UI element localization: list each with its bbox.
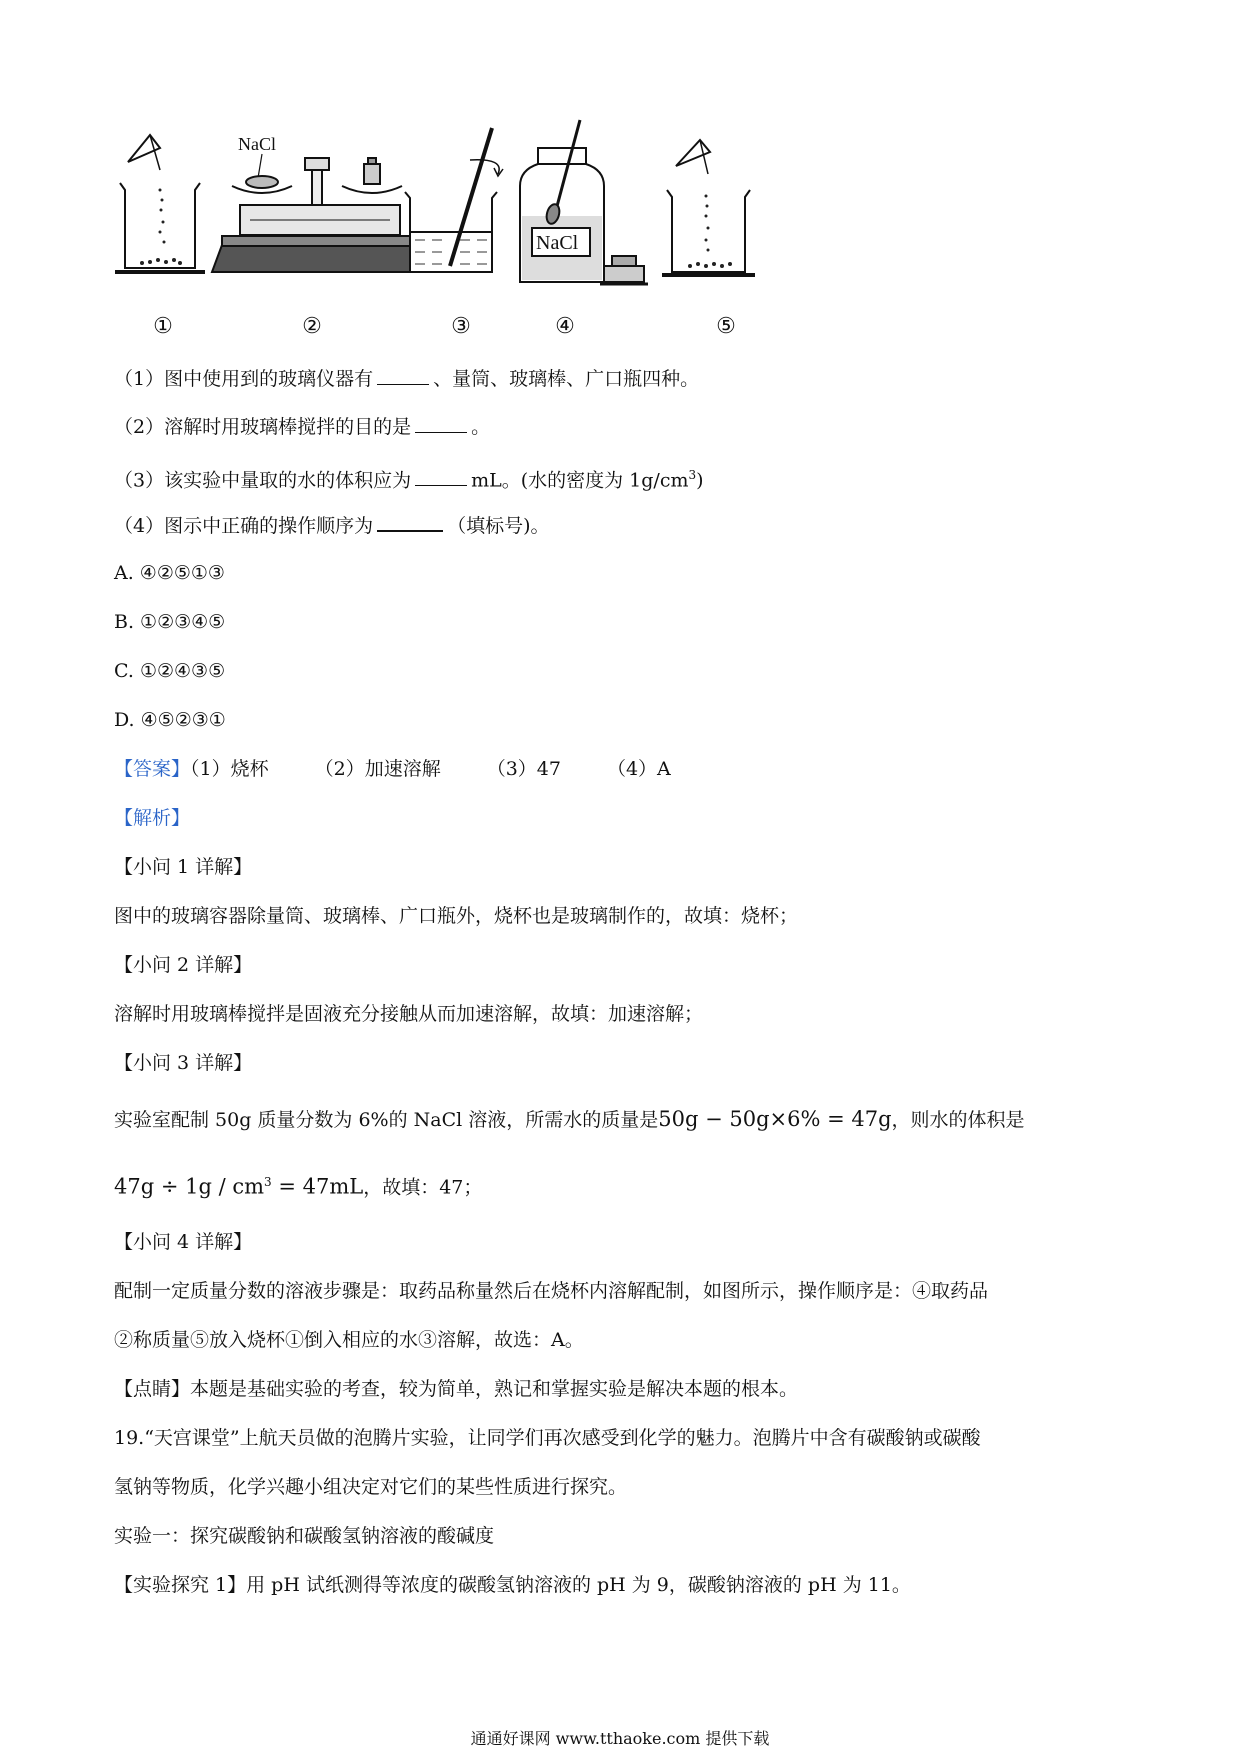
question-4-text-end: （填标号)。 — [447, 515, 550, 537]
question-1-text-end: 、量筒、玻璃棒、广口瓶四种。 — [433, 368, 700, 390]
balance-weighing-nacl — [212, 134, 428, 272]
detail-text-4a: 配制一定质量分数的溶液步骤是：取药品称量然后在烧杯内溶解配制，如图所示，操作顺序是：④取药品 — [114, 1280, 989, 1302]
answer-part-3: （3）47 — [486, 758, 561, 780]
beaker-pour-solid-5 — [662, 140, 755, 275]
figure-caption-3: ③ — [451, 314, 471, 339]
detail-heading-1: 【小问 1 详解】 — [114, 856, 253, 878]
detail-text-3-end: ，则水的体积是 — [891, 1109, 1025, 1131]
detail-text-3 — [114, 1107, 1025, 1132]
math-volume: 47g ÷ 1g / cm — [114, 1174, 265, 1199]
option-a: A. ④②⑤①③ — [114, 562, 225, 584]
footer-source: 通通好课网 www.tthaoke.com 提供下载 — [470, 1729, 770, 1748]
detail-heading-2: 【小问 2 详解】 — [114, 954, 253, 976]
question-19-line-2: 氢钠等物质，化学兴趣小组决定对它们的某些性质进行探究。 — [114, 1476, 628, 1498]
question-4 — [114, 512, 550, 538]
question-19-line-1: 19.“天宫课堂”上航天员做的泡腾片实验，让同学们再次感受到化学的魅力。泡腾片中含有碳酸钠或碳酸 — [114, 1427, 981, 1449]
question-2-text-end: 。 — [471, 416, 491, 438]
figure-caption-1: ① — [153, 314, 173, 339]
detail-text-4b: ②称质量⑤放入烧杯①倒入相应的水③溶解，故选：A。 — [114, 1329, 584, 1351]
nacl-jar-label: NaCl — [536, 232, 579, 254]
question-3-text: （3）该实验中量取的水的体积应为 — [114, 469, 412, 492]
detail-text-2: 溶解时用玻璃棒搅拌是固液充分接触从而加速溶解，故填：加速溶解； — [114, 1003, 704, 1025]
detail-heading-4: 【小问 4 详解】 — [114, 1231, 253, 1253]
reagent-bottle-nacl — [520, 120, 648, 284]
question-3-text-end: mL。(水的密度为 1g/cm — [471, 469, 689, 492]
detail-text-3-start: 实验室配制 50g 质量分数为 6%的 NaCl 溶液，所需水的质量是 — [114, 1109, 659, 1131]
experiment-figure — [0, 0, 1240, 300]
detail-heading-3: 【小问 3 详解】 — [114, 1052, 253, 1074]
answer-blank — [377, 366, 429, 385]
question-2 — [114, 414, 490, 439]
superscript: 3 — [688, 468, 697, 482]
detail-text-3b — [114, 1170, 482, 1199]
nacl-top-label: NaCl — [238, 134, 276, 154]
option-c: C. ①②④③⑤ — [114, 660, 226, 682]
figure-caption-5: ⑤ — [716, 314, 736, 339]
detail-text-1: 图中的玻璃容器除量筒、玻璃棒、广口瓶外，烧杯也是玻璃制作的，故填：烧杯； — [114, 905, 799, 927]
question-4-text: （4）图示中正确的操作顺序为 — [114, 515, 374, 537]
math-water-mass: 50g − 50g×6% = 47g — [658, 1107, 892, 1131]
comment: 【点睛】本题是基础实验的考查，较为简单，熟记和掌握实验是解决本题的根本。 — [114, 1378, 799, 1400]
answer-part-2: （2）加速溶解 — [314, 758, 441, 780]
superscript: 3 — [264, 1175, 272, 1189]
detail-text-3b-end: ，故填：47； — [363, 1176, 483, 1199]
question-19-line-3: 实验一：探究碳酸钠和碳酸氢钠溶液的酸碱度 — [114, 1525, 495, 1547]
answer-blank — [415, 414, 467, 433]
question-2-text: （2）溶解时用玻璃棒搅拌的目的是 — [114, 416, 412, 438]
question-3 — [114, 463, 704, 492]
question-1-text: （1）图中使用到的玻璃仪器有 — [114, 368, 374, 390]
beaker-pour-solid-1 — [115, 135, 205, 272]
analysis-label: 【解析】 — [114, 807, 191, 829]
beaker-stirring — [405, 128, 503, 272]
question-3-close: ) — [696, 469, 704, 492]
math-volume-result: = 47mL — [271, 1174, 364, 1199]
figure-caption-2: ② — [302, 314, 322, 339]
option-b: B. ①②③④⑤ — [114, 611, 226, 633]
answer-line — [114, 757, 671, 781]
option-d: D. ④⑤②③① — [114, 709, 226, 731]
answer-part-1: （1）烧杯 — [190, 758, 269, 780]
answer-blank — [377, 512, 443, 532]
question-19-line-4: 【实验探究 1】用 pH 试纸测得等浓度的碳酸氢钠溶液的 pH 为 9，碳酸钠溶液的 pH 为 11。 — [114, 1574, 911, 1596]
figure-caption-4: ④ — [555, 314, 575, 339]
answer-label: 【答案】 — [114, 758, 191, 780]
answer-part-4: （4）A — [606, 758, 671, 780]
question-1 — [114, 366, 699, 391]
answer-blank — [415, 467, 467, 486]
